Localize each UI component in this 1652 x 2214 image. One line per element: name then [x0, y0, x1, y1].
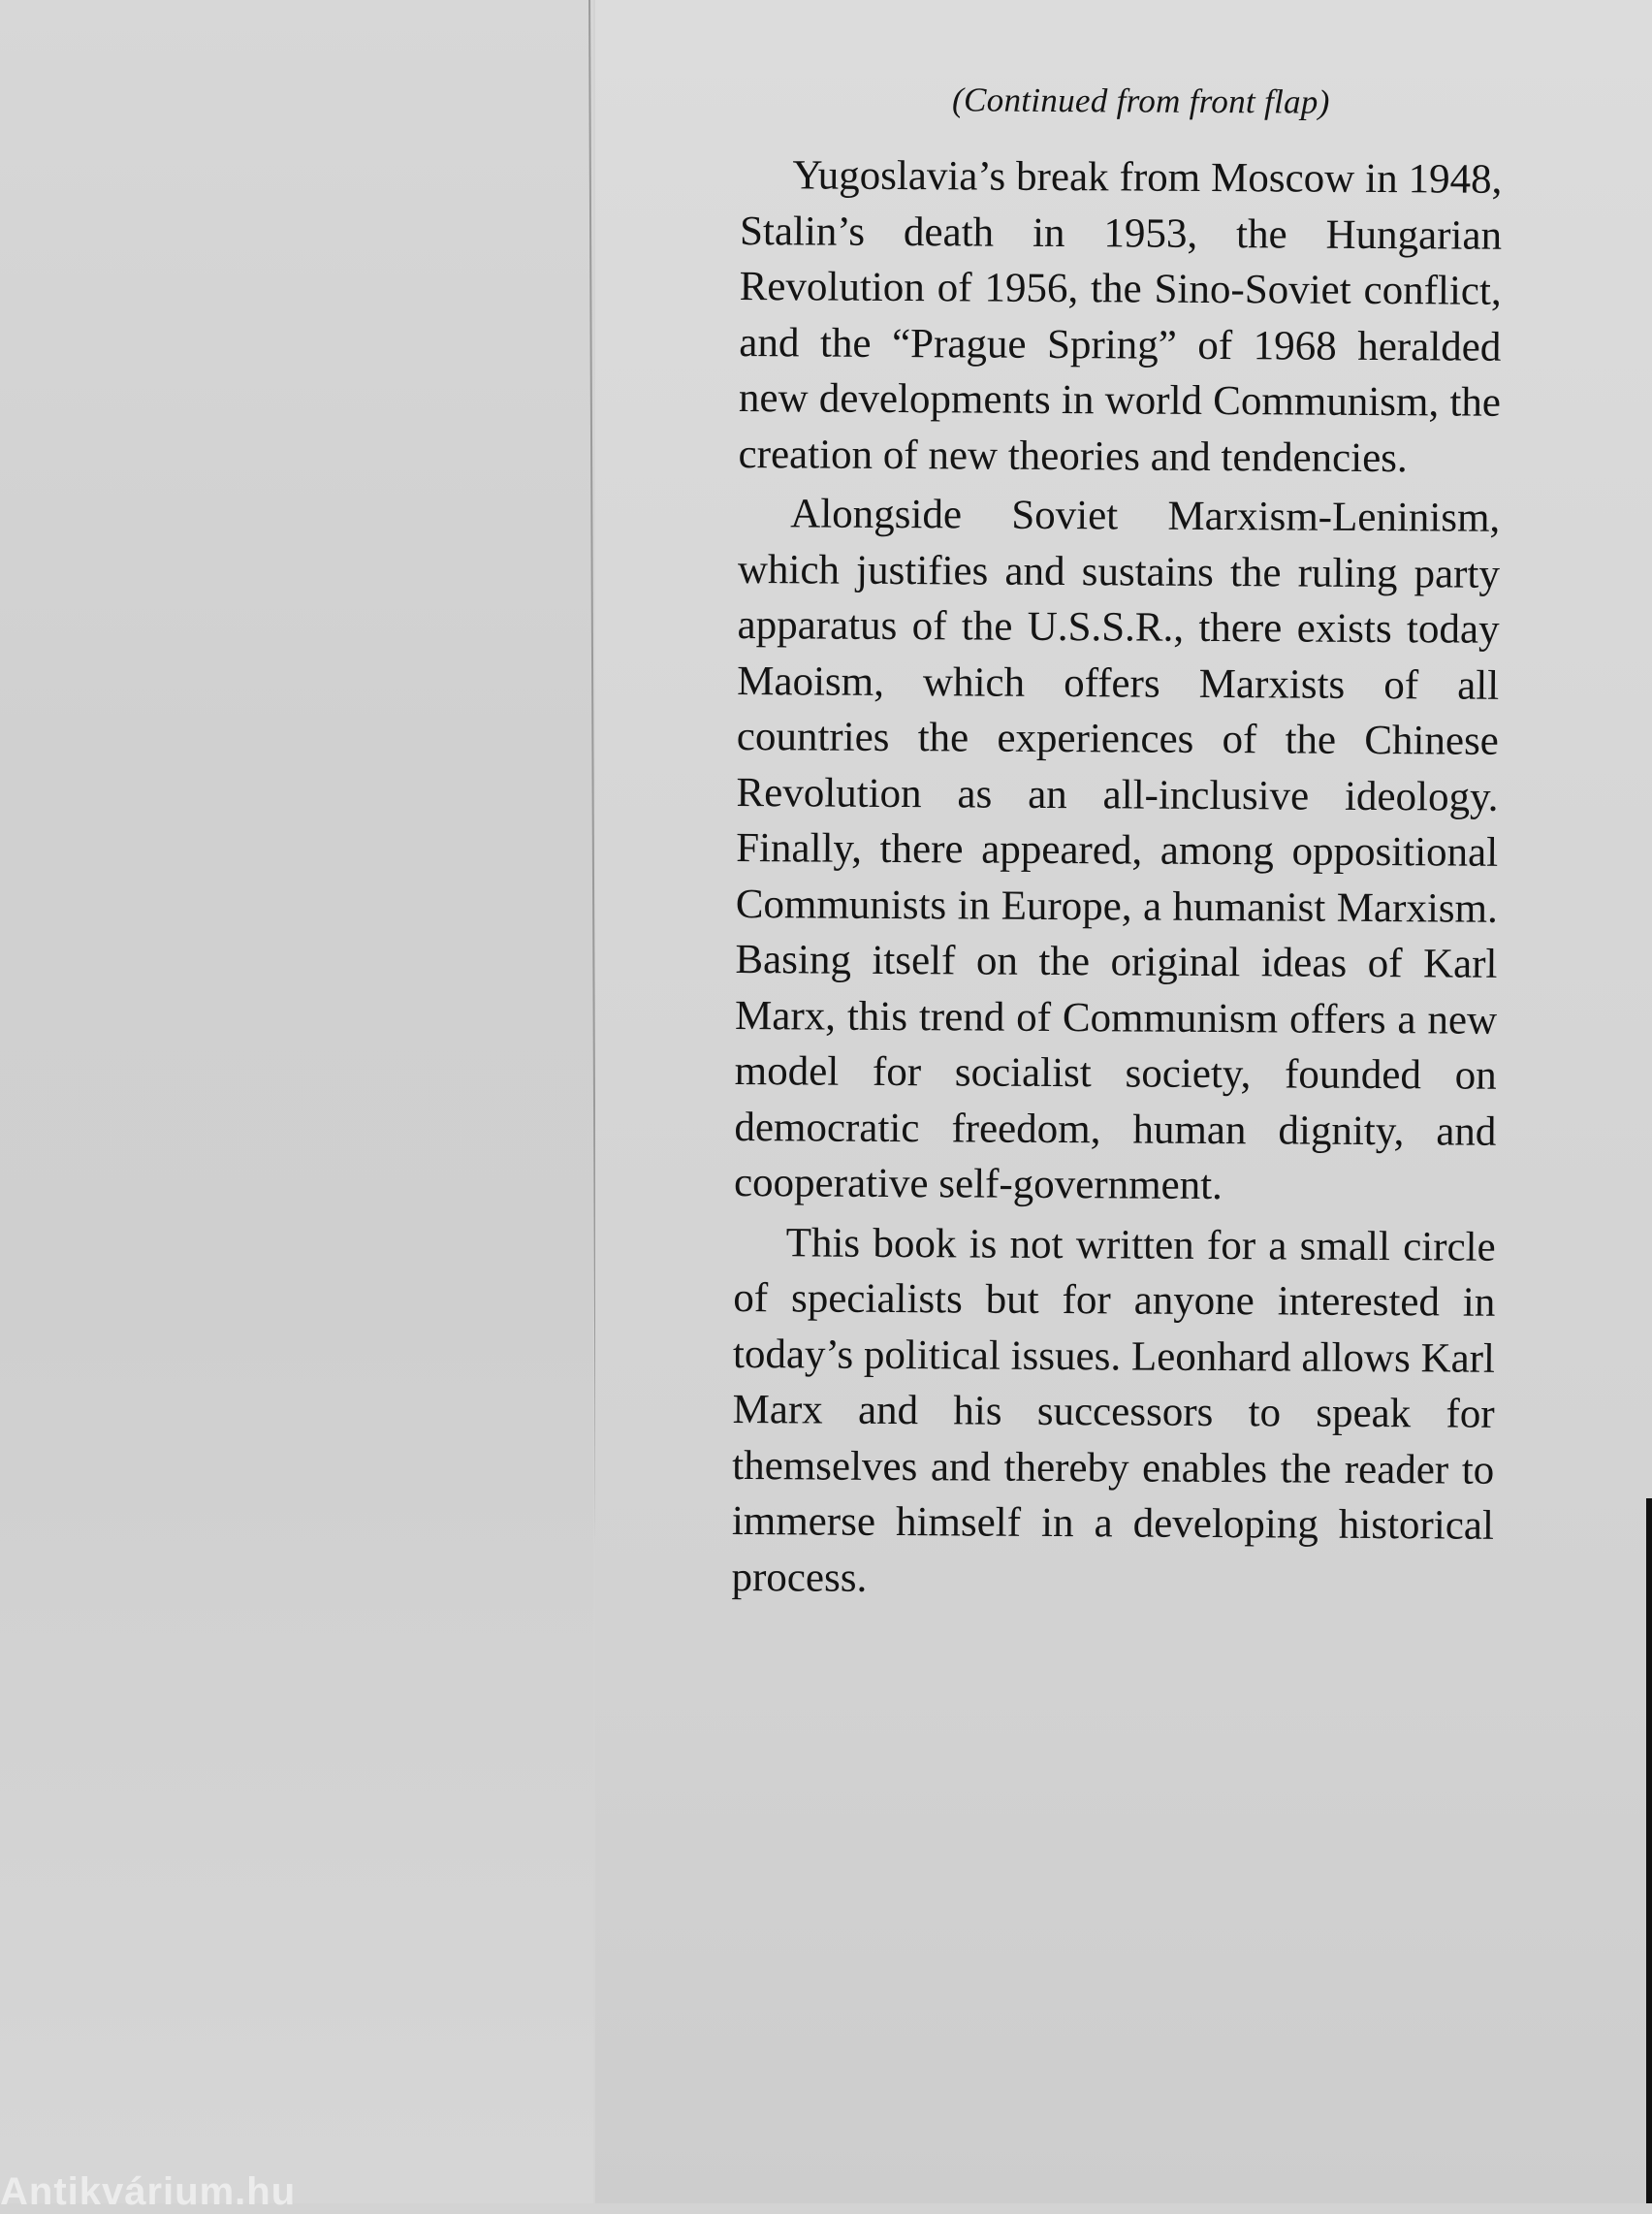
paragraph-3: This book is not written for a small circle of specialists but for anyone interested in today’s political issues. Leonhard allows Karl Marx and his successors to speak for themselves and thereby enables the reader to immerse himself in a developing historical process. — [731, 1219, 1496, 1601]
left-page — [0, 0, 593, 2203]
watermark: Antikvárium.hu — [0, 2170, 297, 2213]
continued-note: (Continued from front flap) — [951, 80, 1330, 121]
flap-edge — [1646, 1498, 1652, 2203]
flap-text — [731, 80, 1503, 1614]
paragraph-2: Alongside Soviet Marxism-Leninism, which justifies and sustains the ruling party apparatus of the U.S.S.R., there exists today Maoism, which offers Marxists of all countries the experiences of the Chinese Revolution as an all-inclusive ideology. Finally, there appeared, among oppositional Communists in Europe, a humanist Marxism. Basing itself on the original ideas of Karl Marx, this trend of Communism offers a new model for socialist society, founded on democratic freedom, human dignity, and cooperative self-government. — [733, 491, 1501, 1209]
paragraph-1: Yugoslavia’s break from Moscow in 1948, Stalin’s death in 1953, the Hungarian Revolution of 1956, the Sino-Soviet conflict, and the “Prague Spring” of 1968 heralded new developments in world Communism, the creation of new theories and tendencies. — [738, 152, 1503, 481]
